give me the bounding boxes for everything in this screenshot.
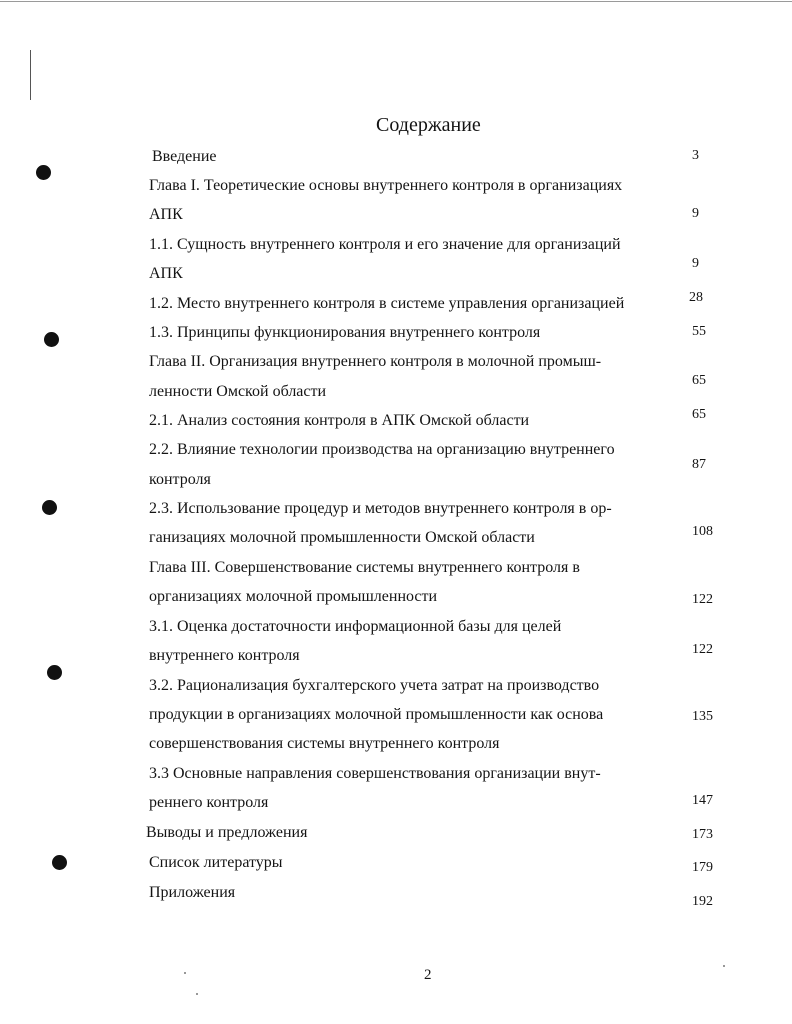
toc-entry-line: совершенствования системы внутреннего контроля xyxy=(149,735,500,752)
page-number: 2 xyxy=(424,967,432,983)
toc-entry-line: 3.1. Оценка достаточности информационной базы для целей xyxy=(149,618,562,635)
scan-speck xyxy=(196,993,198,995)
scan-edge-line xyxy=(0,1,792,2)
toc-entry-line: 1.1. Сущность внутреннего контроля и его значение для организаций xyxy=(149,236,621,253)
toc-page-number: 192 xyxy=(692,894,713,909)
page-title: Содержание xyxy=(376,114,481,136)
toc-page-number: 147 xyxy=(692,793,713,808)
scan-speck xyxy=(723,965,725,967)
toc-entry-line: 2.1. Анализ состояния контроля в АПК Омской области xyxy=(149,412,530,429)
toc-entry-line: контроля xyxy=(149,471,211,488)
toc-entry-line: Выводы и предложения xyxy=(146,824,308,841)
binding-hole-mark xyxy=(52,855,67,870)
toc-page-number: 28 xyxy=(689,290,703,305)
binding-hole-mark xyxy=(36,165,51,180)
toc-entry-line: реннего контроля xyxy=(149,794,269,811)
toc-entry-line: АПК xyxy=(149,206,183,223)
toc-page-number: 65 xyxy=(692,373,706,388)
toc-entry-line: ганизациях молочной промышленности Омской области xyxy=(149,529,535,546)
toc-page-number: 65 xyxy=(692,407,706,422)
toc-entry-line: 2.2. Влияние технологии производства на организацию внутреннего xyxy=(149,441,615,458)
binding-hole-mark xyxy=(44,332,59,347)
toc-entry-line: Глава II. Организация внутреннего контроля в молочной промыш- xyxy=(149,353,602,370)
toc-entry-line: продукции в организациях молочной промышленности как основа xyxy=(149,706,604,723)
toc-entry-line: Введение xyxy=(152,148,217,165)
toc-page-number: 122 xyxy=(692,642,713,657)
toc-entry-line: Глава III. Совершенствование системы внутреннего контроля в xyxy=(149,559,580,576)
toc-page-number: 9 xyxy=(692,206,699,221)
toc-page-number: 108 xyxy=(692,524,713,539)
toc-page-number: 135 xyxy=(692,709,713,724)
toc-entry-line: 1.2. Место внутреннего контроля в системе управления организацией xyxy=(149,295,625,312)
binding-hole-mark xyxy=(42,500,57,515)
toc-entry-line: АПК xyxy=(149,265,183,282)
toc-page-number: 9 xyxy=(692,256,699,271)
toc-entry-line: ленности Омской области xyxy=(149,383,327,400)
toc-page-number: 122 xyxy=(692,592,713,607)
toc-entry-line: 3.2. Рационализация бухгалтерского учета затрат на производство xyxy=(149,677,600,694)
toc-entry-line: внутреннего контроля xyxy=(149,647,300,664)
toc-entry-line: 3.3 Основные направления совершенствования организации внут- xyxy=(149,765,601,782)
toc-entry-line: 1.3. Принципы функционирования внутреннего контроля xyxy=(149,324,541,341)
toc-page-number: 179 xyxy=(692,860,713,875)
toc-entry-line: Список литературы xyxy=(149,854,283,871)
toc-entry-line: Приложения xyxy=(149,884,236,901)
scan-margin-mark xyxy=(30,50,31,100)
toc-entry-line: 2.3. Использование процедур и методов внутреннего контроля в ор- xyxy=(149,500,612,517)
binding-hole-mark xyxy=(47,665,62,680)
toc-page-number: 173 xyxy=(692,827,713,842)
scan-speck xyxy=(184,972,186,974)
toc-entry-line: Глава I. Теоретические основы внутреннего контроля в организациях xyxy=(149,177,623,194)
toc-page-number: 87 xyxy=(692,457,706,472)
toc-page-number: 55 xyxy=(692,324,706,339)
toc-page-number: 3 xyxy=(692,148,699,163)
toc-entry-line: организациях молочной промышленности xyxy=(149,588,438,605)
